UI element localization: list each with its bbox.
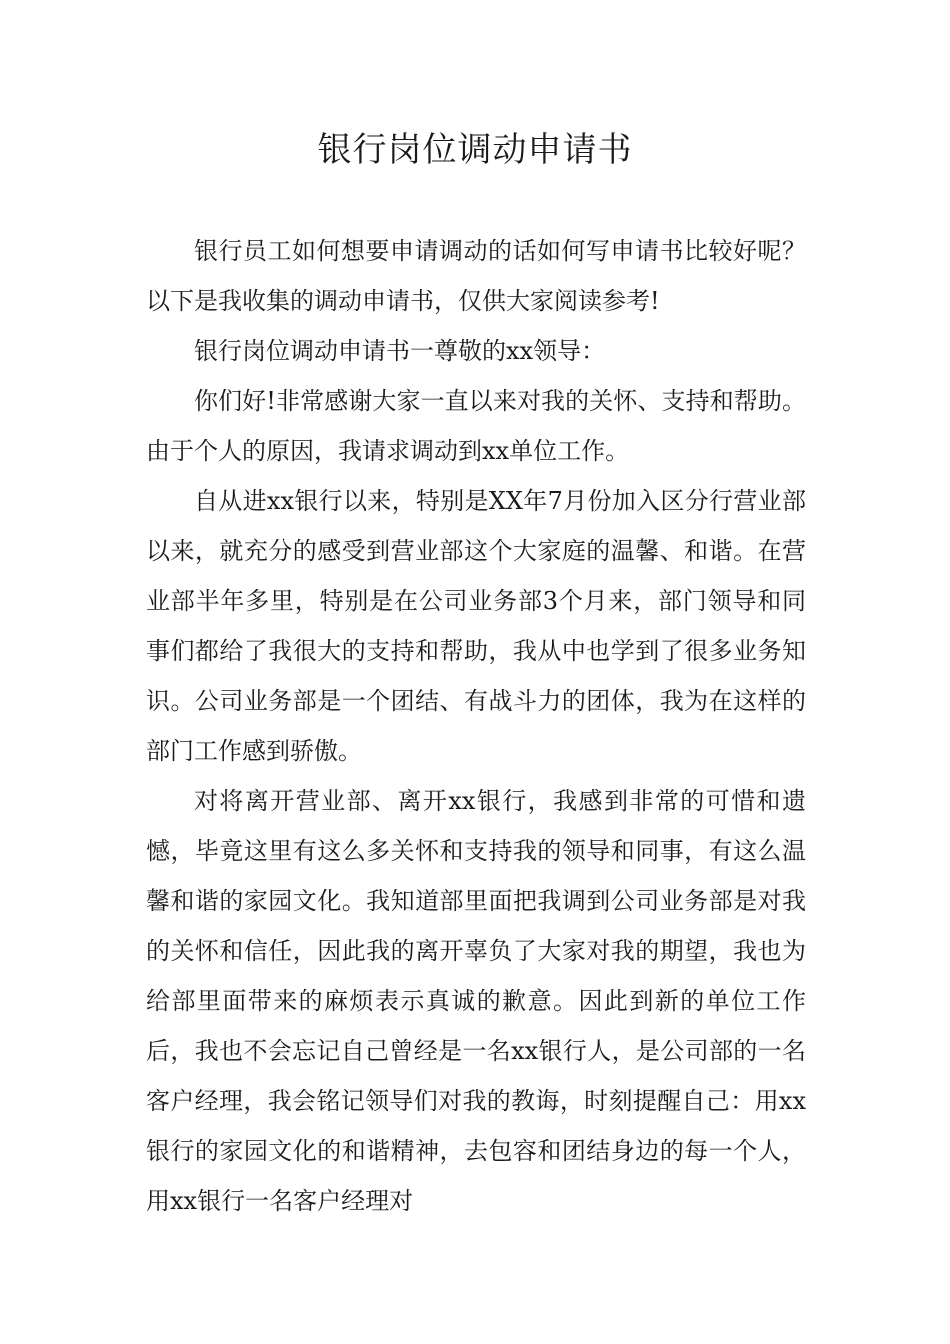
paragraph-intro: 银行员工如何想要申请调动的话如何写申请书比较好呢？以下是我收集的调动申请书，仅供大家阅读参考! (146, 237, 806, 315)
paragraph-experience: 自从进xx银行以来，特别是XX年7月份加入区分行营业部以来，就充分的感受到营业部这个大家庭的温馨、和谐。在营业部半年多里，特别是在公司业务部3个月来，部门领导和同事们都给了我很大的支持和帮助，我从中也学到了很多业务知识。公司业务部是一个团结、有战斗力的团体，我为在这样的部门工作感到骄傲。 (146, 487, 806, 765)
paragraph-greeting: 你们好!非常感谢大家一直以来对我的关怀、支持和帮助。由于个人的原因，我请求调动到xx单位工作。 (146, 387, 806, 465)
document-title: 银行岗位调动申请书 (317, 130, 633, 170)
document-body (146, 226, 806, 1226)
paragraph-regret: 对将离开营业部、离开xx银行，我感到非常的可惜和遗憾，毕竟这里有这么多关怀和支持我的领导和同事，有这么温馨和谐的家园文化。我知道部里面把我调到公司业务部是对我的关怀和信任，因此我的离开辜负了大家对我的期望，我也为给部里面带来的麻烦表示真诚的歉意。因此到新的单位工作后，我也不会忘记自己曾经是一名xx银行人，是公司部的一名客户经理，我会铭记领导们对我的教诲，时刻提醒自己：用xx银行的家园文化的和谐精神，去包容和团结身边的每一个人，用xx银行一名客户经理对 (146, 787, 806, 1215)
paragraph-salutation: 银行岗位调动申请书一尊敬的xx领导： (194, 337, 606, 365)
